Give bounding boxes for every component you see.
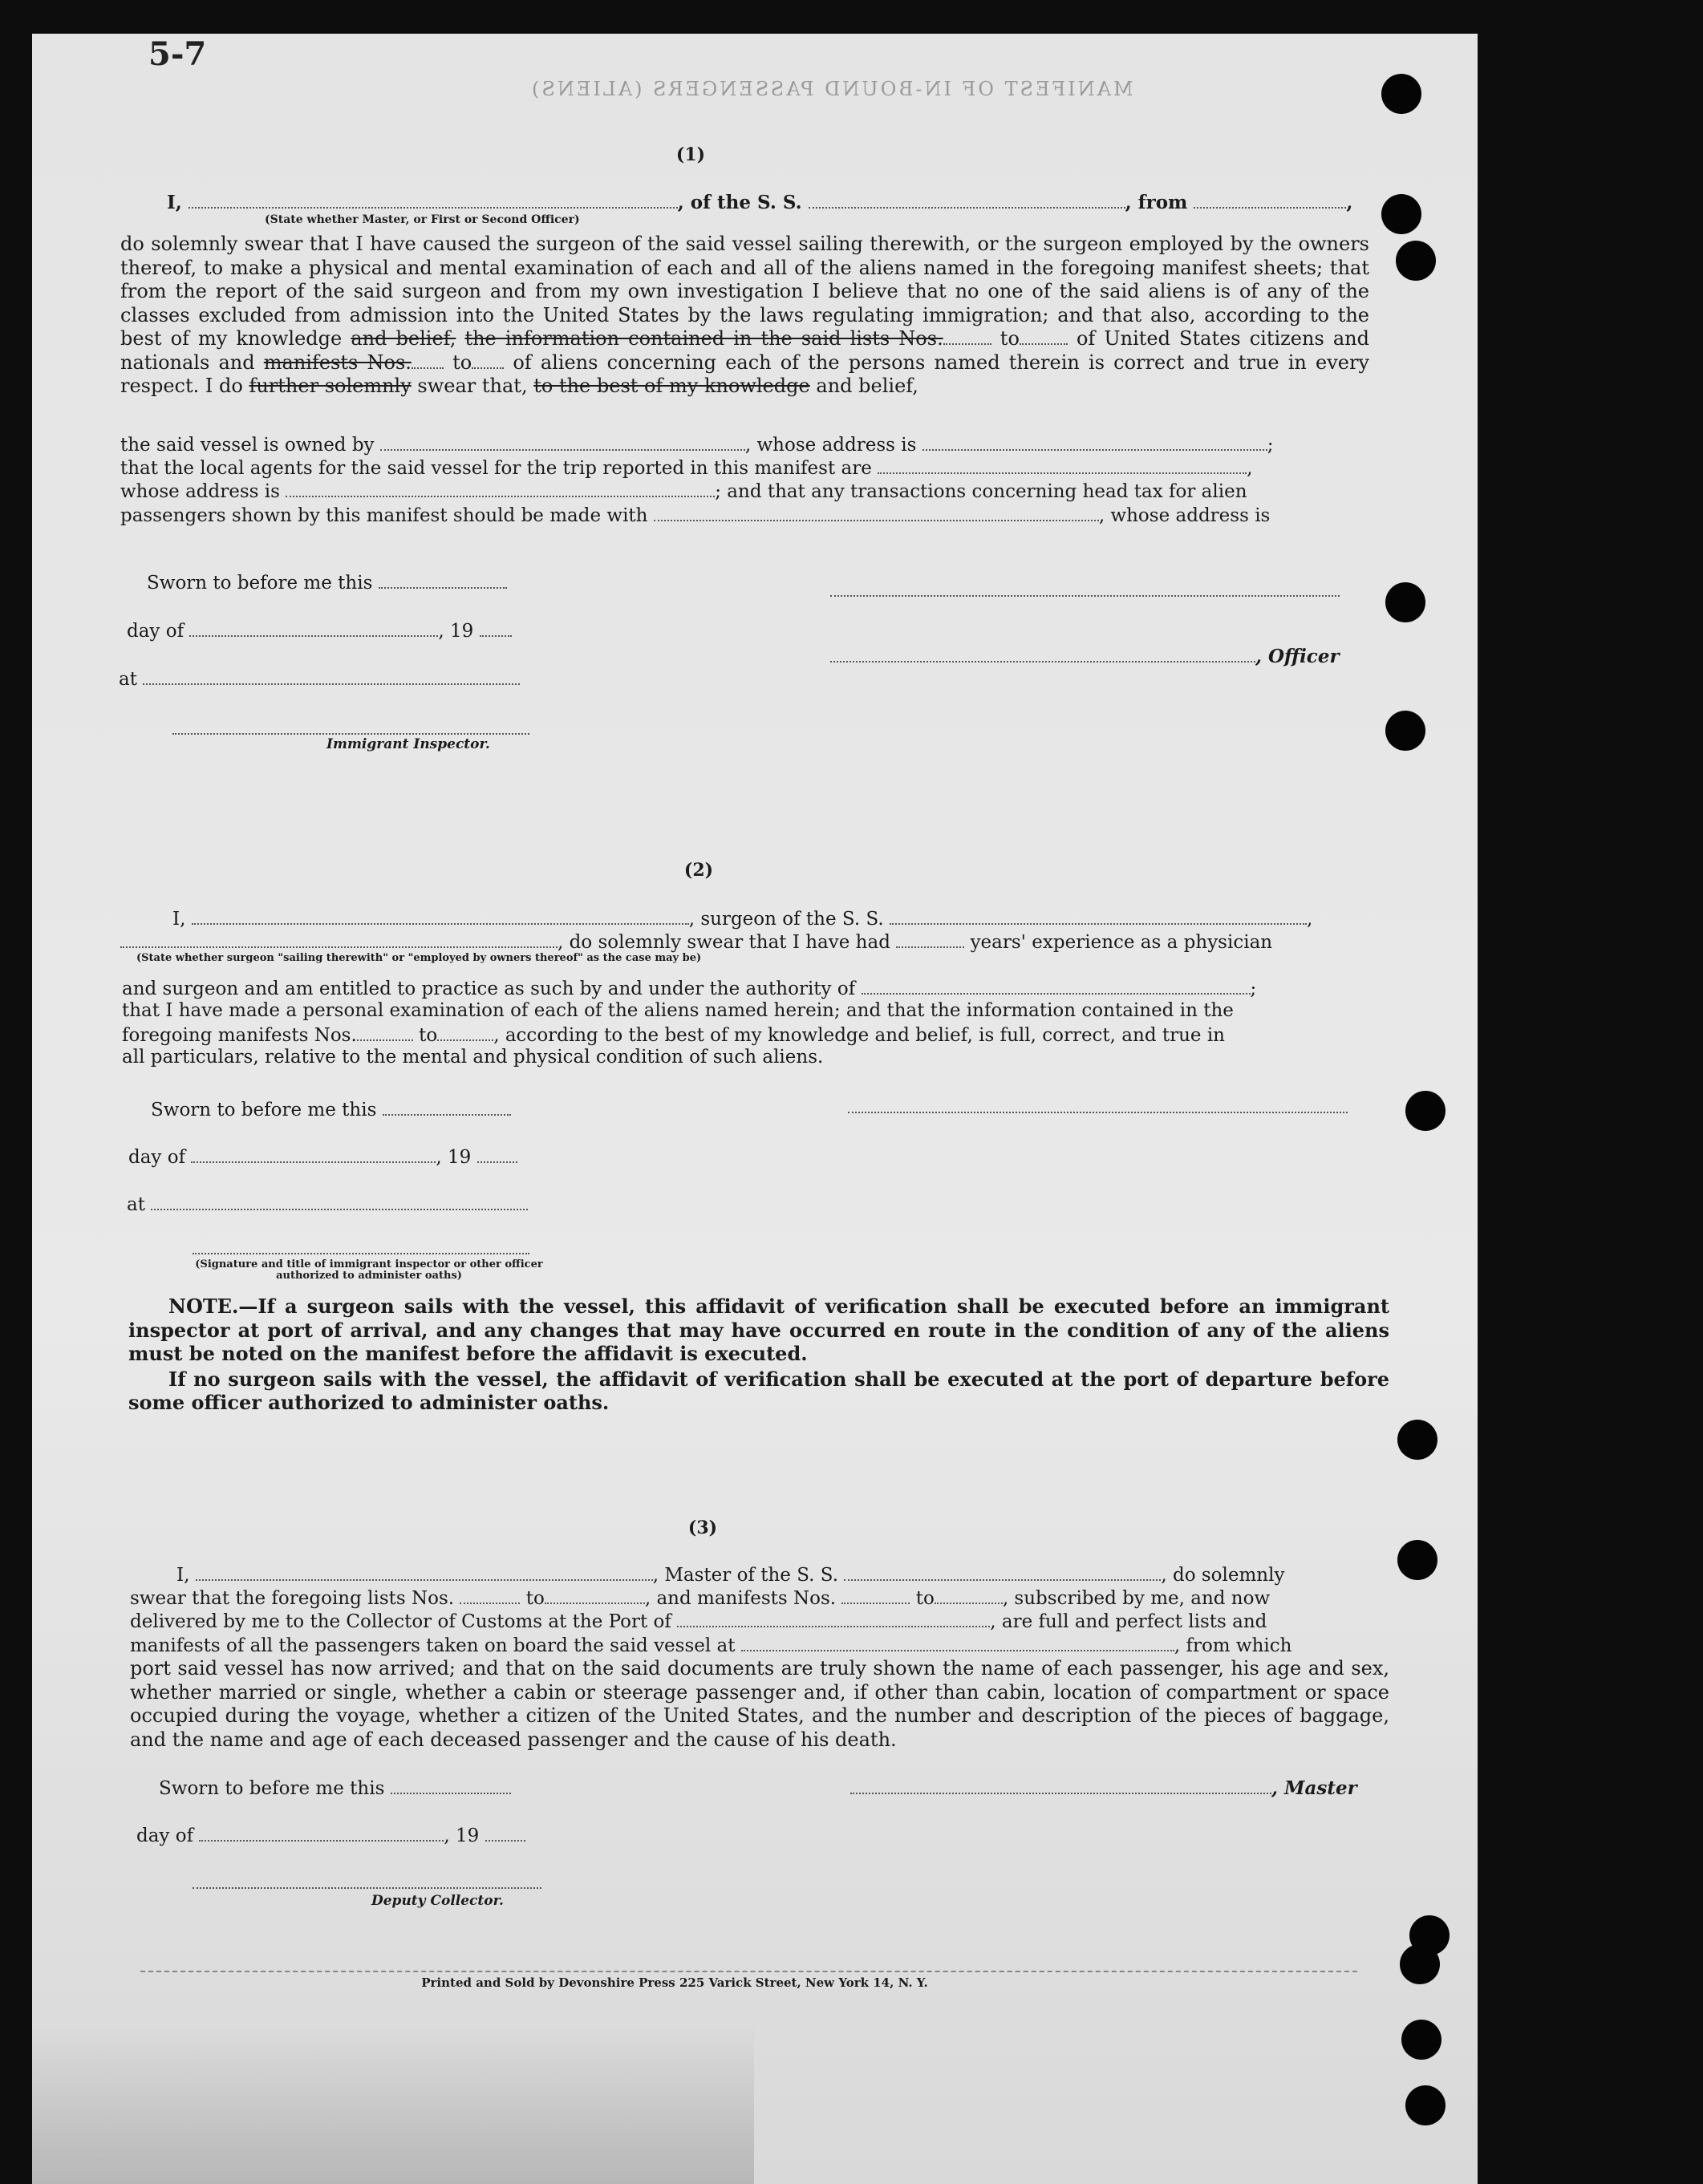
signature-title-note: (Signature and title of immigrant inspector or other officer authorized to administer oaths)	[195, 1258, 543, 1282]
inspector-signature-line	[172, 733, 529, 735]
owned-by-line: the said vessel is owned by , whose address is ;	[120, 435, 1274, 456]
section-1-day-line: day of , 19	[127, 619, 512, 642]
officer-rank-note: (State whether Master, or First or Second Officer)	[265, 213, 580, 226]
printer-imprint: Printed and Sold by Devonshire Press 225 Varick Street, New York 14, N. Y.	[421, 1975, 928, 1990]
binder-hole	[1381, 194, 1421, 234]
section-1-first-line: I, , of the S. S. , from ,	[167, 192, 1353, 213]
corner-scribble: 5-7	[148, 35, 207, 73]
section-2-day-line: day of , 19	[128, 1145, 517, 1168]
binder-hole	[1405, 1091, 1446, 1131]
lists-numbers-line: swear that the foregoing lists Nos. to , and manifests Nos. to , subscribed by me, and now	[130, 1588, 1271, 1609]
agents-address-line: whose address is ; and that any transactions concerning head tax for alien	[120, 481, 1247, 502]
manifest-verification-sheet	[32, 34, 1478, 2184]
binder-hole	[1396, 241, 1436, 281]
binder-hole	[1400, 1944, 1440, 1984]
officer-line: , Officer	[830, 645, 1340, 667]
binder-hole	[1405, 2085, 1446, 2125]
immigrant-inspector-label: Immigrant Inspector.	[326, 736, 490, 752]
paper-stain	[32, 2024, 754, 2184]
deputy-collector-label: Deputy Collector.	[371, 1893, 504, 1909]
binder-hole	[1397, 1540, 1437, 1580]
surgeon-signature-line	[848, 1112, 1348, 1113]
section-3-sworn-line: Sworn to before me this	[159, 1777, 511, 1799]
binder-hole	[1381, 74, 1421, 114]
particulars-line: all particulars, relative to the mental and physical condition of such aliens.	[122, 1047, 824, 1068]
examination-line: that I have made a personal examination of each of the aliens named herein; and that the information contained in the	[122, 1000, 1234, 1021]
port-delivery-line: delivered by me to the Collector of Customs at the Port of , are full and perfect lists and	[130, 1611, 1267, 1632]
section-2-first-line: I, , surgeon of the S. S. ,	[172, 909, 1313, 930]
boarding-port-line: manifests of all the passengers taken on board the said vessel at , from which	[130, 1635, 1292, 1656]
section-1-sworn-line: Sworn to before me this	[147, 571, 507, 594]
practice-authority-line: and surgeon and am entitled to practice as such by and under the authority of ;	[122, 979, 1257, 999]
section-2-second-line: , do solemnly swear that I have had years' experience as a physician	[120, 930, 1272, 953]
section-3-first-line: I, , Master of the S. S. , do solemnly	[176, 1565, 1285, 1586]
section-2-number: (2)	[683, 860, 714, 881]
head-tax-line: passengers shown by this manifest should be made with , whose address is	[120, 505, 1271, 526]
surgeon-status-note: (State whether surgeon "sailing therewith" or "employed by owners thereof" as the case may be)	[136, 952, 702, 964]
binder-hole	[1397, 1420, 1437, 1460]
section-1-oath-body: do solemnly swear that I have caused the surgeon of the said vessel sailing therewith, or the surgeon employed by the owners thereof, to make a physical and mental examination of each and all of the aliens named in the foregoing manifest sheets; that from the report of the said surgeon and from my own investigation I believe that no one of the said aliens is of any of the classes excluded from admission into the United States by the laws regulating immigration; and that also, according to the best of my knowledge and belief, the information contained in the said lists Nos. to of United States citizens and nationals and manifests Nos. to of aliens concerning each of the persons named therein is correct and true in every respect. I do further solemnly swear that, to the best of my knowledge and belief,	[120, 233, 1369, 397]
binder-hole	[1385, 582, 1425, 622]
section-2-inspector-signature-line	[193, 1253, 529, 1254]
bleed-through-text: MANIFEST OF IN-BOUND PASSENGERS (ALIENS)	[529, 78, 1133, 100]
manifest-numbers-line: foregoing manifests Nos. to , according to the best of my knowledge and belief, is full, correct, and true in	[122, 1025, 1225, 1046]
section-2-sworn-line: Sworn to before me this	[151, 1098, 511, 1120]
officer-signature-line	[830, 595, 1340, 597]
section-1-number: (1)	[675, 144, 706, 165]
master-signature-line: , Master	[850, 1777, 1357, 1799]
binder-hole	[1385, 711, 1425, 751]
collector-signature-line	[193, 1887, 541, 1889]
section-3-oath-body: port said vessel has now arrived; and that on the said documents are truly shown the name of each passenger, his age and sex, whether married or single, whether a cabin or steerage passenger and, if other than cabin, location of compartment or space occupied during the voyage, whether a citizen of the United States, and the number and description of the pieces of baggage, and the name and age of each deceased passenger and the cause of his death.	[130, 1657, 1389, 1751]
section-1-at-line: at	[119, 667, 520, 690]
section-3-number: (3)	[687, 1517, 718, 1538]
section-3-day-line: day of , 19	[136, 1824, 525, 1846]
binder-hole	[1401, 2020, 1441, 2060]
surgeon-note: NOTE.—If a surgeon sails with the vessel, this affidavit of verification shall be executed before an immigrant inspector at port of arrival, and any changes that may have occurred en route in the condition of any of the aliens must be noted on the manifest before the affidavit is executed. If no surgeon sails with the vessel, the affidavit of verification shall be executed at the port of departure before some officer authorized to administer oaths.	[128, 1295, 1389, 1414]
footer-rule	[140, 1971, 1357, 1972]
section-2-at-line: at	[127, 1193, 528, 1215]
local-agents-line: that the local agents for the said vessel for the trip reported in this manifest are ,	[120, 458, 1253, 479]
